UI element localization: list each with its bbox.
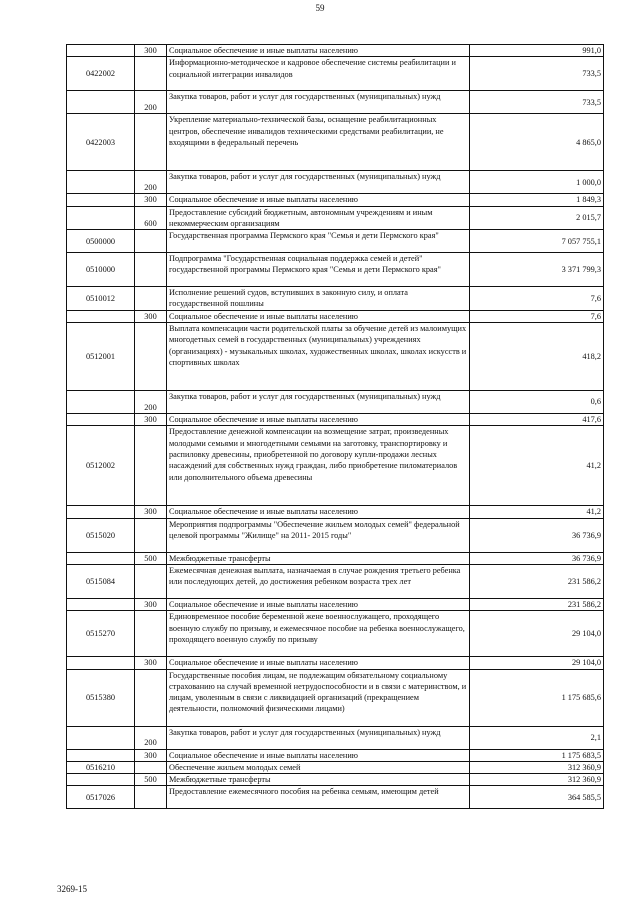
cell-description: Социальное обеспечение и иные выплаты населению	[167, 657, 470, 669]
cell-expense-type	[135, 564, 167, 598]
cell-expense-type	[135, 426, 167, 506]
cell-description: Единовременное пособие беременной жене военнослужащего, проходящего военную службу по призыву, и ежемесячное пособие на ребенка военнослужащего, проходящего военную службу по призыву	[167, 611, 470, 657]
cell-description: Закупка товаров, работ и услуг для государственных (муниципальных) нужд	[167, 91, 470, 114]
cell-expense-type	[135, 230, 167, 253]
cell-target-code	[67, 45, 135, 57]
table-row	[67, 552, 604, 564]
cell-description: Социальное обеспечение и иные выплаты населению	[167, 414, 470, 426]
table-row	[67, 391, 604, 414]
cell-target-code: 0500000	[67, 230, 135, 253]
cell-description: Предоставление субсидий бюджетным, автономным учреждениям и иным некоммерческим организациям	[167, 206, 470, 230]
cell-target-code	[67, 194, 135, 206]
cell-expense-type: 500	[135, 774, 167, 786]
table-row	[67, 194, 604, 206]
cell-expense-type	[135, 253, 167, 287]
table-row	[67, 518, 604, 552]
table-row	[67, 761, 604, 773]
table-row	[67, 57, 604, 91]
table-row	[67, 414, 604, 426]
cell-target-code	[67, 391, 135, 414]
cell-amount: 312 360,9	[470, 774, 604, 786]
cell-amount: 417,6	[470, 414, 604, 426]
cell-description: Социальное обеспечение и иные выплаты населению	[167, 506, 470, 518]
cell-target-code: 0510012	[67, 287, 135, 311]
table-row	[67, 323, 604, 391]
cell-description: Закупка товаров, работ и услуг для государственных (муниципальных) нужд	[167, 391, 470, 414]
cell-target-code: 0515380	[67, 669, 135, 726]
table-row	[67, 206, 604, 230]
cell-expense-type	[135, 611, 167, 657]
cell-amount: 36 736,9	[470, 518, 604, 552]
cell-expense-type: 200	[135, 171, 167, 194]
table-row	[67, 786, 604, 809]
cell-description: Информационно-методическое и кадровое обеспечение системы реабилитации и социальной интеграции инвалидов	[167, 57, 470, 91]
cell-amount: 1 000,0	[470, 171, 604, 194]
cell-expense-type: 200	[135, 726, 167, 749]
table-row	[67, 230, 604, 253]
table-row	[67, 774, 604, 786]
cell-expense-type: 200	[135, 91, 167, 114]
cell-expense-type: 300	[135, 45, 167, 57]
table-row	[67, 598, 604, 610]
cell-description: Государственная программа Пермского края "Семья и дети Пермского края"	[167, 230, 470, 253]
cell-description: Закупка товаров, работ и услуг для государственных (муниципальных) нужд	[167, 171, 470, 194]
cell-amount: 2,1	[470, 726, 604, 749]
cell-description: Обеспечение жильем молодых семей	[167, 761, 470, 773]
cell-description: Межбюджетные трансферты	[167, 552, 470, 564]
cell-expense-type	[135, 518, 167, 552]
cell-expense-type: 300	[135, 310, 167, 322]
cell-amount: 1 175 683,5	[470, 749, 604, 761]
table-row	[67, 310, 604, 322]
cell-amount: 231 586,2	[470, 598, 604, 610]
table-row	[67, 657, 604, 669]
table-row	[67, 253, 604, 287]
cell-amount: 733,5	[470, 91, 604, 114]
cell-description: Выплата компенсации части родительской платы за обучение детей из малоимущих многодетных семей в государственных (муниципальных) учреждениях (организациях) - музыкальных школах, художественных школах, школах искусств и спортивных школах	[167, 323, 470, 391]
cell-amount: 7,6	[470, 287, 604, 311]
cell-description: Предоставление ежемесячного пособия на ребенка семьям, имеющим детей	[167, 786, 470, 809]
cell-amount: 3 371 799,3	[470, 253, 604, 287]
cell-amount: 29 104,0	[470, 657, 604, 669]
cell-amount: 41,2	[470, 506, 604, 518]
cell-target-code	[67, 598, 135, 610]
cell-expense-type	[135, 323, 167, 391]
cell-amount: 36 736,9	[470, 552, 604, 564]
cell-expense-type	[135, 761, 167, 773]
cell-target-code: 0515270	[67, 611, 135, 657]
table-row	[67, 506, 604, 518]
cell-target-code: 0515020	[67, 518, 135, 552]
cell-amount: 41,2	[470, 426, 604, 506]
cell-description: Исполнение решений судов, вступивших в законную силу, и оплата государственной пошлины	[167, 287, 470, 311]
cell-target-code	[67, 552, 135, 564]
cell-expense-type	[135, 287, 167, 311]
cell-expense-type	[135, 114, 167, 171]
table-row	[67, 611, 604, 657]
cell-expense-type	[135, 786, 167, 809]
cell-description: Социальное обеспечение и иные выплаты населению	[167, 310, 470, 322]
cell-description: Предоставление денежной компенсации на возмещение затрат, произведенных молодыми семьями и многодетными семьями на заготовку, транспортировку и распиловку древесины, приобретенной по договору купли-продажи лесных насаждений для собственных нужд граждан, либо приобретение пиломатериалов или дополнительного объема древесины	[167, 426, 470, 506]
cell-description: Социальное обеспечение и иные выплаты населению	[167, 45, 470, 57]
cell-target-code	[67, 749, 135, 761]
cell-description: Ежемесячная денежная выплата, назначаемая в случае рождения третьего ребенка или последующих детей, до достижения ребенком возраста трех лет	[167, 564, 470, 598]
table-row	[67, 45, 604, 57]
table-row	[67, 726, 604, 749]
cell-expense-type	[135, 669, 167, 726]
table-row	[67, 749, 604, 761]
document-code: 3269-15	[57, 884, 87, 894]
cell-target-code	[67, 310, 135, 322]
cell-amount: 1 175 685,6	[470, 669, 604, 726]
cell-description: Межбюджетные трансферты	[167, 774, 470, 786]
cell-amount: 733,5	[470, 57, 604, 91]
cell-amount: 231 586,2	[470, 564, 604, 598]
cell-expense-type: 300	[135, 194, 167, 206]
cell-amount: 1 849,3	[470, 194, 604, 206]
cell-amount: 29 104,0	[470, 611, 604, 657]
cell-target-code: 0510000	[67, 253, 135, 287]
cell-expense-type: 500	[135, 552, 167, 564]
cell-amount: 4 865,0	[470, 114, 604, 171]
cell-amount: 7,6	[470, 310, 604, 322]
cell-expense-type	[135, 57, 167, 91]
cell-amount: 991,0	[470, 45, 604, 57]
cell-target-code: 0515084	[67, 564, 135, 598]
cell-target-code: 0422002	[67, 57, 135, 91]
cell-target-code: 0512001	[67, 323, 135, 391]
table-row	[67, 287, 604, 311]
cell-description: Укрепление материально-технической базы, оснащение реабилитационных центров, обеспечение инвалидов техническими средствами реабилитации, не входящими в федеральный перечень	[167, 114, 470, 171]
cell-description: Государственные пособия лицам, не подлежащим обязательному социальному страхованию на случай временной нетрудоспособности и в связи с материнством, и лицам, уволенным в связи с ликвидацией организаций (прекращением деятельности, полномочий физическими лицами)	[167, 669, 470, 726]
cell-target-code	[67, 171, 135, 194]
cell-expense-type: 300	[135, 749, 167, 761]
cell-target-code: 0512002	[67, 426, 135, 506]
cell-amount: 7 057 755,1	[470, 230, 604, 253]
table-row	[67, 171, 604, 194]
cell-expense-type: 300	[135, 506, 167, 518]
cell-target-code: 0516210	[67, 761, 135, 773]
table-row	[67, 114, 604, 171]
cell-amount: 312 360,9	[470, 761, 604, 773]
cell-expense-type: 300	[135, 598, 167, 610]
cell-amount: 364 585,5	[470, 786, 604, 809]
cell-target-code	[67, 506, 135, 518]
cell-amount: 2 015,7	[470, 206, 604, 230]
table-row	[67, 91, 604, 114]
cell-description: Закупка товаров, работ и услуг для государственных (муниципальных) нужд	[167, 726, 470, 749]
cell-target-code	[67, 206, 135, 230]
cell-amount: 418,2	[470, 323, 604, 391]
page-number: 59	[315, 3, 325, 13]
cell-description: Подпрограмма "Государственная социальная поддержка семей и детей" государственной программы Пермского края "Семья и дети Пермского края"	[167, 253, 470, 287]
budget-table-body	[67, 45, 604, 809]
cell-expense-type: 200	[135, 391, 167, 414]
cell-target-code	[67, 414, 135, 426]
table-row	[67, 669, 604, 726]
cell-amount: 0,6	[470, 391, 604, 414]
cell-description: Мероприятия подпрограммы "Обеспечение жильем молодых семей" федеральной целевой программы "Жилище" на 2011- 2015 годы"	[167, 518, 470, 552]
table-row	[67, 426, 604, 506]
cell-target-code	[67, 91, 135, 114]
budget-table	[66, 44, 604, 809]
cell-target-code	[67, 774, 135, 786]
cell-expense-type: 300	[135, 657, 167, 669]
table-row	[67, 564, 604, 598]
cell-target-code: 0422003	[67, 114, 135, 171]
cell-target-code	[67, 726, 135, 749]
cell-expense-type: 300	[135, 414, 167, 426]
cell-description: Социальное обеспечение и иные выплаты населению	[167, 598, 470, 610]
cell-expense-type: 600	[135, 206, 167, 230]
cell-description: Социальное обеспечение и иные выплаты населению	[167, 749, 470, 761]
cell-description: Социальное обеспечение и иные выплаты населению	[167, 194, 470, 206]
cell-target-code	[67, 657, 135, 669]
cell-target-code: 0517026	[67, 786, 135, 809]
